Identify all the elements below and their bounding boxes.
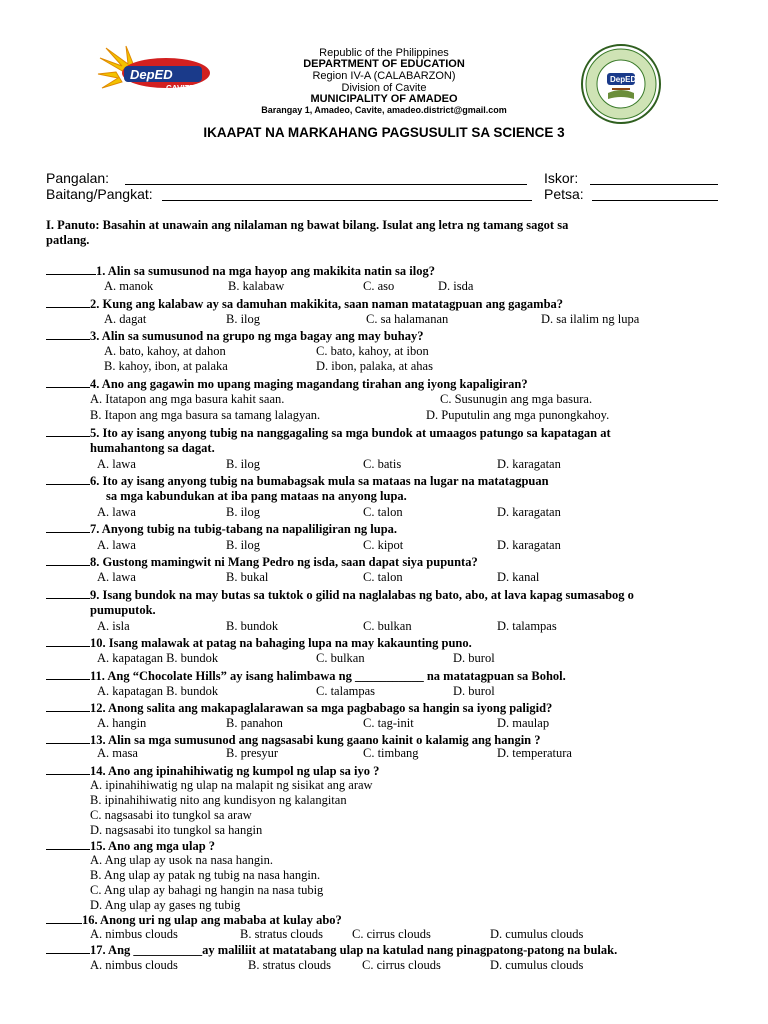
option-a: A. Ang ulap ay usok na nasa hangin.	[90, 853, 273, 867]
question-text: 12. Anong salita ang makapaglalarawan sa mga pagbabago sa hangin sa iyong paligid?	[90, 701, 553, 715]
date-label: Petsa:	[544, 186, 584, 202]
score-field[interactable]	[590, 184, 718, 185]
question-5	[46, 425, 611, 441]
option-c: C. sa halamanan	[366, 312, 449, 326]
header-republic: Republic of the Philippines	[319, 47, 449, 59]
name-field[interactable]	[125, 184, 527, 185]
option-d: D. karagatan	[497, 538, 561, 552]
answer-blank[interactable]	[46, 263, 96, 275]
question-text: 4. Ano ang gagawin mo upang maging magandang tirahan ang iyong kapaligiran?	[90, 377, 528, 391]
answer-blank[interactable]	[46, 838, 90, 850]
question-10	[46, 635, 472, 651]
question-7	[46, 521, 397, 537]
option-b: B. ilog	[226, 312, 261, 326]
question-text: 1. Alin sa sumusunod na mga hayop ang makikita natin sa ilog?	[96, 264, 435, 278]
option-a: A. lawa	[97, 505, 136, 519]
question-text: 15. Ano ang mga ulap ?	[90, 839, 216, 853]
option-b: B. ipinahihiwatig nito ang kundisyon ng kalangitan	[90, 793, 347, 807]
option-c: C. timbang	[363, 746, 419, 760]
answer-blank[interactable]	[46, 521, 90, 533]
option-a: A. ipinahihiwatig ng ulap na malapit ng sisikat ang araw	[90, 778, 373, 792]
option-b: B. kalabaw	[228, 279, 285, 293]
option-d: D. maulap	[497, 716, 550, 730]
option-c: C. bulkan	[363, 619, 412, 633]
option-b: B. bundok	[226, 619, 279, 633]
answer-blank[interactable]	[46, 668, 90, 680]
svg-text:DepED: DepED	[610, 75, 637, 84]
option-b: B. Itapon ang mga basura sa tamang lalagyan.	[90, 408, 321, 422]
option-a: A. isla	[97, 619, 130, 633]
option-c: C. aso	[363, 279, 395, 293]
option-a: A. nimbus clouds	[90, 958, 178, 972]
option-b: B. ilog	[226, 505, 261, 519]
question-text: 3. Alin sa sumusunod na grupo ng mga bagay ang may buhay?	[90, 329, 424, 343]
option-a: A. manok	[104, 279, 154, 293]
question-2	[46, 296, 563, 312]
instructions-line-1: I. Panuto: Basahin at unawain ang nilalaman ng bawat bilang. Isulat ang letra ng tamang sagot sa	[46, 218, 569, 232]
answer-blank[interactable]	[46, 473, 90, 485]
answer-blank[interactable]	[46, 635, 90, 647]
option-c: C. Susunugin ang mga basura.	[440, 392, 593, 406]
option-d: D. sa ilalim ng lupa	[541, 312, 640, 326]
option-d: D. Puputulin ang mga punongkahoy.	[426, 408, 610, 422]
option-b: B. kahoy, ibon, at palaka	[104, 359, 228, 373]
question-4	[46, 376, 528, 392]
option-a: A. lawa	[97, 570, 136, 584]
option-c: C. talampas	[316, 684, 376, 698]
instructions-line-2: patlang.	[46, 233, 90, 247]
option-b: B. stratus clouds	[240, 927, 323, 941]
question-text: 8. Gustong mamingwit ni Mang Pedro ng isda, saan dapat siya pupunta?	[90, 555, 478, 569]
option-d: D. nagsasabi ito tungkol sa hangin	[90, 823, 263, 837]
option-d: D. burol	[453, 684, 495, 698]
option-d: D. burol	[453, 651, 495, 665]
page-title: IKAAPAT NA MARKAHANG PAGSUSULIT SA SCIENCE 3	[203, 125, 565, 140]
option-a: A. hangin	[97, 716, 147, 730]
option-a: A. kapatagan B. bundok	[97, 651, 219, 665]
question-12	[46, 700, 552, 716]
option-c: C. bato, kahoy, at ibon	[316, 344, 429, 358]
option-a: A. bato, kahoy, at dahon	[104, 344, 226, 358]
answer-blank[interactable]	[46, 554, 90, 566]
question-1	[46, 263, 435, 279]
question-11	[46, 668, 566, 684]
option-c: C. batis	[363, 457, 402, 471]
option-d: D. karagatan	[497, 457, 561, 471]
option-b: B. Ang ulap ay patak ng tubig na nasa hangin.	[90, 868, 321, 882]
question-6	[46, 473, 549, 489]
question-text: 6. Ito ay isang anyong tubig na bumabagsak mula sa mataas na lugar na matatagpuan	[90, 474, 549, 488]
question-text: 14. Ano ang ipinahihiwatig ng kumpol ng ulap sa iyo ?	[90, 764, 380, 778]
option-a: A. masa	[97, 746, 138, 760]
option-c: C. cirrus clouds	[352, 927, 431, 941]
option-d: D. karagatan	[497, 505, 561, 519]
answer-blank[interactable]	[46, 425, 90, 437]
option-d: D. ibon, palaka, at ahas	[316, 359, 433, 373]
question-15	[46, 838, 215, 854]
option-d: D. isda	[438, 279, 474, 293]
option-b: B. presyur	[226, 746, 279, 760]
option-d: D. Ang ulap ay gases ng tubig	[90, 898, 241, 912]
grade-field[interactable]	[162, 200, 532, 201]
option-d: D. cumulus clouds	[490, 958, 584, 972]
date-field[interactable]	[592, 200, 718, 201]
question-text: 9. Isang bundok na may butas sa tuktok o gilid na naglalabas ng bato, abo, at lava kapag sumasabog o	[90, 588, 634, 602]
answer-blank[interactable]	[46, 942, 90, 954]
question-5-continued: humahantong sa dagat.	[90, 441, 215, 455]
option-b: B. ilog	[226, 538, 261, 552]
header-municipality: MUNICIPALITY OF AMADEO	[310, 93, 458, 105]
option-b: B. ilog	[226, 457, 261, 471]
option-c: C. cirrus clouds	[362, 958, 441, 972]
option-b: B. bukal	[226, 570, 269, 584]
svg-text:CAVITE: CAVITE	[166, 84, 195, 93]
option-a: A. nimbus clouds	[90, 927, 178, 941]
option-d: D. kanal	[497, 570, 540, 584]
option-d: D. temperatura	[497, 746, 572, 760]
name-label: Pangalan:	[46, 170, 110, 186]
answer-blank[interactable]	[46, 763, 90, 775]
option-b: B. panahon	[226, 716, 283, 730]
option-c: C. Ang ulap ay bahagi ng hangin na nasa tubig	[90, 883, 324, 897]
question-text: 7. Anyong tubig na tubig-tabang na napaliligiran ng lupa.	[90, 522, 398, 536]
score-label: Iskor:	[544, 170, 579, 186]
option-c: C. nagsasabi ito tungkol sa araw	[90, 808, 252, 822]
question-9-continued: pumuputok.	[90, 603, 156, 617]
option-a: A. Itatapon ang mga basura kahit saan.	[90, 392, 285, 406]
question-text: 10. Isang malawak at patag na bahaging lupa na may kakaunting puno.	[90, 636, 472, 650]
answer-blank[interactable]	[46, 296, 90, 308]
question-17	[46, 942, 617, 958]
answer-blank[interactable]	[46, 732, 90, 744]
option-c: C. kipot	[363, 538, 404, 552]
question-3	[46, 328, 423, 344]
answer-blank[interactable]	[46, 376, 90, 388]
option-b: B. stratus clouds	[248, 958, 331, 972]
header-department: DEPARTMENT OF EDUCATION	[303, 58, 465, 70]
option-d: D. talampas	[497, 619, 557, 633]
answer-blank[interactable]	[46, 328, 90, 340]
question-text: 17. Ang ___________ay maliliit at matatabang ulap na katulad nang pinagpatong-patong na bulak.	[90, 943, 618, 957]
option-a: A. lawa	[97, 457, 136, 471]
question-text: 13. Alin sa mga sumusunod ang nagsasabi kung gaano kainit o kalamig ang hangin ?	[90, 733, 541, 747]
option-c: C. bulkan	[316, 651, 365, 665]
question-16	[46, 912, 342, 928]
grade-label: Baitang/Pangkat:	[46, 186, 153, 202]
question-text: 5. Ito ay isang anyong tubig na nanggagaling sa mga bundok at umaagos patungo sa kapatagan at	[90, 426, 611, 440]
question-text: 2. Kung ang kalabaw ay sa damuhan makikita, saan naman matatagpuan ang gagamba?	[90, 297, 564, 311]
option-d: D. cumulus clouds	[490, 927, 584, 941]
header-address: Barangay 1, Amadeo, Cavite, amadeo.district@gmail.com	[261, 105, 507, 115]
header-region: Region IV-A (CALABARZON)	[312, 70, 456, 82]
svg-text:DepED: DepED	[130, 67, 173, 82]
answer-blank[interactable]	[46, 912, 82, 924]
question-6-continued: sa mga kabundukan at iba pang mataas na anyong lupa.	[106, 489, 407, 503]
option-a: A. lawa	[97, 538, 136, 552]
option-a: A. dagat	[104, 312, 147, 326]
option-a: A. kapatagan B. bundok	[97, 684, 219, 698]
option-c: C. talon	[363, 570, 403, 584]
question-8	[46, 554, 478, 570]
option-c: C. talon	[363, 505, 403, 519]
header-division: Division of Cavite	[341, 82, 427, 94]
question-14	[46, 763, 379, 779]
answer-blank[interactable]	[46, 587, 90, 599]
question-text: 16. Anong uri ng ulap ang mababa at kulay abo?	[82, 913, 342, 927]
question-text: 11. Ang “Chocolate Hills” ay isang halimbawa ng ___________ na matatagpuan sa Bohol.	[90, 669, 566, 683]
option-c: C. tag-init	[363, 716, 414, 730]
question-9	[46, 587, 634, 603]
answer-blank[interactable]	[46, 700, 90, 712]
